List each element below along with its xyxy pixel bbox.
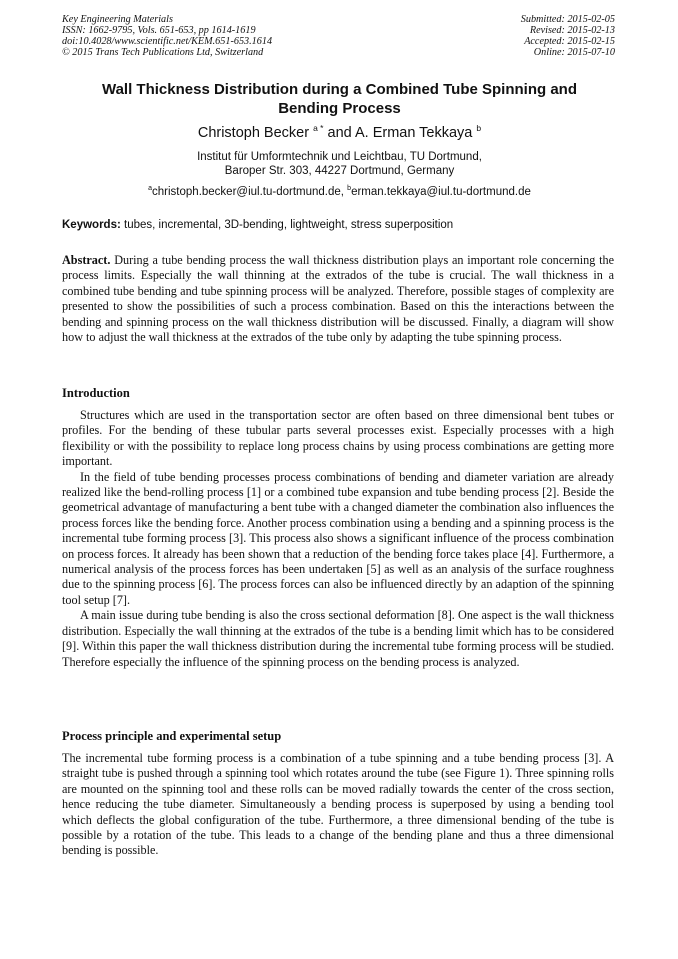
issn-line: ISSN: 1662-9795, Vols. 651-653, pp 1614-1619 (62, 25, 256, 36)
journal-name: Key Engineering Materials (62, 14, 173, 25)
author-line (62, 123, 617, 141)
intro-paragraph-3: A main issue during tube bending is also the cross sectional deformation [8]. One aspect is the wall thickness distribution. Especially the wall thinning at the extrados of the tube is a bending limit which has to be considered [9]. Within this paper the wall thickness distribution during the incremental tube forming process will be studied. Therefore especially the influence of the spinning process on the bending process is analyzed. (62, 608, 614, 669)
title-line-2: Bending Process (278, 100, 401, 117)
copyright-line: © 2015 Trans Tech Publications Ltd, Switzerland (62, 47, 264, 58)
intro-paragraph-1: Structures which are used in the transportation sector are often based on three dimensional bent tubes or profiles. For the bending of these tubular parts several processes exist. Especially processes with a high flexibility or with the possibility to replace long process chains by using process combinations are getting more important. (62, 408, 614, 469)
author-1: Christoph Becker (197, 125, 310, 141)
submitted-date: Submitted: 2015-02-05 (520, 14, 615, 25)
email-a[interactable]: christoph.becker@iul.tu-dortmund.de, (152, 186, 344, 198)
journal-header-left (62, 14, 272, 58)
accepted-date: Accepted: 2015-02-15 (524, 36, 615, 47)
online-date: Online: 2015-07-10 (533, 47, 615, 58)
email-b-marker: b (347, 185, 352, 192)
author-2-marker: b (476, 123, 482, 133)
keywords-text: tubes, incremental, 3D-bending, lightweight, stress superposition (124, 219, 454, 231)
email-line (62, 185, 617, 198)
abstract-text: During a tube bending process the wall thickness distribution plays an important role concerning the process limits. Especially the wall thinning at the extrados of the tube is crucial. The wall thickness in a combined tube bending and tube spinning process will be analyzed. Therefore, possible stages of complexity are presented to show the possibilities of such a process combination. Based on this the interactions between the bending and spinning process on the wall thickness distribution will be discussed. Finally, a diagram will show how to adjust the wall thickness at the extrados of the tube only by adapting the tube spinning process. (62, 253, 615, 345)
paper-title (62, 80, 617, 118)
email-a-marker: a (148, 185, 153, 192)
keywords-label: Keywords: (62, 219, 121, 231)
introduction-heading: Introduction (62, 386, 130, 400)
revised-date: Revised: 2015-02-13 (529, 25, 615, 36)
intro-paragraph-2: In the field of tube bending processes process combinations of bending and diameter variation are already realized like the bend-rolling process [1] or a combined tube expansion and tube bending process [2]. Beside the geometrical advantage of manufacturing a bent tube with a changed diameter the combination also influences the process forces like the bending force. Another process combination using a bending and a spinning process is the incremental tube forming process [3]. This process also shows a significant influence of the process combination on process forces. It already has been shown that a reduction of the bending force takes place [4]. Furthermore, a numerical analysis of the process forces has been undertaken [5] as well as an analysis of the surface roughness due to the spinning process [6]. The process forces can also be influenced directly by an adaption of the spinning tool setup [7]. (62, 469, 614, 607)
doi-line: doi:10.4028/www.scientific.net/KEM.651-653.1614 (62, 36, 273, 47)
process-body (62, 751, 614, 859)
journal-header-right (521, 14, 615, 58)
author-2: A. Erman Tekkaya (354, 125, 473, 141)
process-heading: Process principle and experimental setup (62, 729, 282, 743)
introduction-body (62, 408, 614, 670)
author-conjunction: and (327, 125, 352, 141)
author-1-marker: a * (313, 123, 324, 133)
affiliation-line-2: Baroper Str. 303, 44227 Dortmund, Germany (224, 165, 455, 177)
affiliation-line-1: Institut für Umformtechnik und Leichtbau, TU Dortmund, (197, 151, 482, 163)
keywords (62, 219, 617, 231)
title-line-1: Wall Thickness Distribution during a Combined Tube Spinning and (101, 81, 577, 98)
email-b[interactable]: erman.tekkaya@iul.tu-dortmund.de (351, 186, 531, 198)
process-paragraph-1: The incremental tube forming process is a combination of a tube spinning and a tube bending process [3]. A straight tube is pushed through a spinning tool which rotates around the tube (see Figure 1). Three spinning rolls are mounted on the spinning tool and these rolls can be moved radially towards the center of the cross section, hence reducing the tube diameter. Simultaneously a bending process is superposed by using a bending tool which deflects the global configuration of the tube. Furthermore, a three dimensional bending of the tube is possible by a rotation of the tube. This leads to a change of the bending plane and thus a three dimensional bending is possible. (62, 751, 614, 858)
affiliation (62, 150, 617, 178)
abstract-label: Abstract. (62, 253, 111, 267)
abstract (62, 253, 614, 345)
